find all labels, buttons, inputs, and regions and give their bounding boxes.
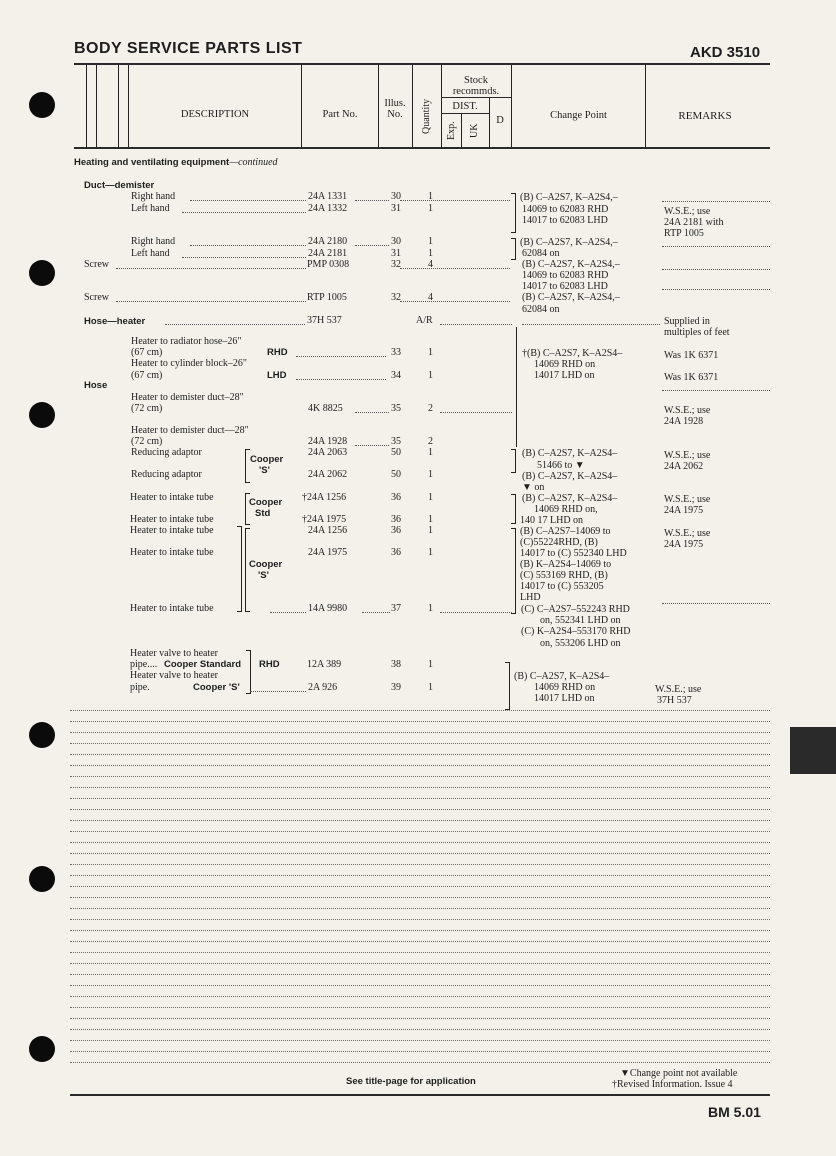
blank-writing-line (70, 842, 770, 843)
quantity: 1 (428, 492, 433, 503)
illus-no: 50 (391, 469, 401, 480)
change-point: (C) K–A2S4–553170 RHD (521, 626, 631, 637)
change-point: 14017 to 62083 LHD (522, 215, 608, 226)
section-heading (74, 157, 278, 168)
remark: W.S.E.; use (655, 684, 702, 695)
document-code: AKD 3510 (690, 44, 761, 61)
change-point: LHD (520, 592, 541, 603)
col-divider (86, 65, 87, 147)
blank-writing-line (70, 776, 770, 777)
leader-dots (190, 245, 306, 246)
group-bracket (245, 493, 250, 525)
blank-writing-line (70, 875, 770, 876)
change-point: (B) C–A2S7, K–A2S4– (514, 671, 610, 682)
leader-dots (182, 212, 306, 213)
group-hose-heater: Hose—heater (84, 316, 146, 327)
remarks-dots (662, 289, 770, 290)
change-point: 14069 RHD on (534, 359, 596, 370)
remark: 24A 2062 (664, 461, 704, 472)
part-no: 24A 2181 (308, 248, 348, 259)
illus-no: 36 (391, 547, 401, 558)
desc: Heater to intake tube (130, 547, 214, 558)
part-no: 37H 537 (307, 315, 342, 326)
leader-dots (296, 379, 386, 380)
quantity: 1 (428, 203, 433, 214)
blank-writing-line (70, 1062, 770, 1063)
binder-hole (29, 1036, 55, 1062)
change-point: (B) C–A2S7, K–A2S4,– (522, 292, 620, 303)
desc: Left hand (131, 203, 170, 214)
leader-dots (116, 301, 306, 302)
remark: Was 1K 6371 (664, 350, 719, 361)
change-bracket (511, 238, 516, 260)
blank-writing-line (70, 1051, 770, 1052)
blank-writing-line (70, 897, 770, 898)
blank-writing-line (70, 864, 770, 865)
quantity: 1 (428, 191, 433, 202)
blank-writing-line (70, 721, 770, 722)
desc: Reducing adaptor (131, 469, 202, 480)
group-bracket (245, 528, 250, 612)
blank-writing-line (70, 787, 770, 788)
desc: pipe.... (130, 659, 158, 670)
binder-hole (29, 722, 55, 748)
dist-rule (441, 113, 489, 114)
cooper-std-label: Cooper (249, 497, 283, 508)
change-point: (B) C–A2S7, K–A2S4– (522, 448, 618, 459)
illus-no: 32 (391, 292, 401, 303)
desc: (72 cm) (131, 403, 163, 414)
blank-writing-line (70, 919, 770, 920)
cooper-s-label: 'S' (258, 570, 269, 581)
quantity: 1 (428, 514, 433, 525)
desc: Heater to intake tube (130, 525, 214, 536)
tag-lhd: LHD (267, 370, 287, 381)
change-point: 51466 to ▼ (537, 460, 585, 471)
quantity: 1 (428, 248, 433, 259)
illus-no: 35 (391, 403, 401, 414)
desc: Heater to radiator hose–26" (131, 336, 242, 347)
change-point: 14017 to (C) 552340 LHD (520, 548, 627, 559)
section-title: Heating and ventilating equipment (74, 157, 230, 168)
change-point: (B) C–A2S7, K–A2S4– (522, 493, 618, 504)
quantity: A/R (416, 315, 433, 326)
blank-writing-line (70, 809, 770, 810)
remarks-dots (662, 603, 770, 604)
illus-no: 33 (391, 347, 401, 358)
desc: Heater to intake tube (130, 603, 214, 614)
leader-dots (355, 445, 389, 446)
part-no: 24A 1332 (308, 203, 348, 214)
part-no: 2A 926 (308, 682, 338, 693)
desc: Heater to demister duct–28" (131, 392, 244, 403)
cooper-s-label: Cooper (250, 454, 284, 465)
change-point: 14069 RHD on (534, 682, 596, 693)
blank-writing-line (70, 798, 770, 799)
illus-no: 38 (391, 659, 401, 670)
change-bracket (516, 327, 517, 447)
leader-dots (355, 200, 389, 201)
part-no: 24A 1256 (308, 525, 348, 536)
change-point: 140 17 LHD on (520, 515, 584, 526)
binder-hole (29, 260, 55, 286)
quantity: 1 (428, 469, 433, 480)
change-point: (B) K–A2S4–14069 to (520, 559, 612, 570)
leader-dots (190, 200, 306, 201)
desc: (67 cm) (131, 370, 163, 381)
desc: Left hand (131, 248, 170, 259)
blank-writing-line (70, 941, 770, 942)
col-illus-no: No. (387, 109, 403, 120)
quantity: 4 (428, 292, 433, 303)
quantity: 1 (428, 236, 433, 247)
desc: pipe. (130, 682, 150, 693)
illus-no: 34 (391, 370, 401, 381)
blank-writing-line (70, 985, 770, 986)
change-point: (B) C–A2S7, K–A2S4,– (520, 237, 618, 248)
blank-writing-line (70, 710, 770, 711)
blank-writing-line (70, 886, 770, 887)
remark: Supplied in (664, 316, 710, 327)
group-duct-demister: Duct—demister (84, 180, 155, 191)
desc: Screw (84, 259, 109, 270)
desc: (67 cm) (131, 347, 163, 358)
change-point: (C) 553169 RHD, (B) (520, 570, 608, 581)
part-no: †24A 1256 (302, 492, 347, 503)
blank-writing-line (70, 930, 770, 931)
quantity: 4 (428, 259, 433, 270)
leader-dots (250, 691, 306, 692)
leader-dots (270, 612, 306, 613)
leader-dots (355, 412, 389, 413)
leader-dots (296, 356, 386, 357)
col-divider (412, 65, 413, 147)
blank-writing-line (70, 853, 770, 854)
blank-writing-line (70, 820, 770, 821)
change-point: ▼ on (522, 482, 545, 493)
illus-no: 32 (391, 259, 401, 270)
remark: 37H 537 (657, 695, 692, 706)
blank-writing-line (70, 1007, 770, 1008)
change-point: 14017 to 62083 LHD (522, 281, 608, 292)
tag-cooper-s: Cooper 'S' (193, 682, 240, 693)
change-point: (B) C–A2S7, K–A2S4,– (520, 192, 618, 203)
remarks-dots (662, 201, 770, 202)
change-point: 14017 to (C) 553205 (520, 581, 604, 592)
col-stock: Stock (464, 75, 488, 86)
part-no: 24A 1975 (308, 547, 348, 558)
leader-dots (400, 200, 510, 201)
desc: Heater to intake tube (130, 514, 214, 525)
remark: W.S.E.; use (664, 450, 711, 461)
footer-note-revised: †Revised Information. Issue 4 (612, 1079, 733, 1090)
tag-cooper-standard: Cooper Standard (164, 659, 242, 670)
change-bracket (511, 528, 516, 614)
quantity: 1 (428, 547, 433, 558)
remark: W.S.E.; use (664, 528, 711, 539)
binder-hole (29, 92, 55, 118)
section-thumb-tab (790, 727, 836, 774)
part-no: †24A 1975 (302, 514, 347, 525)
binder-hole (29, 402, 55, 428)
quantity: 2 (428, 436, 433, 447)
leader-dots (362, 612, 390, 613)
cooper-std-label: Std (255, 508, 271, 519)
col-divider (301, 65, 302, 147)
illus-no: 30 (391, 236, 401, 247)
cooper-s-label: 'S' (259, 465, 270, 476)
part-no: 12A 389 (307, 659, 342, 670)
blank-writing-line (70, 1029, 770, 1030)
col-part-no: Part No. (322, 109, 358, 120)
change-point: 14017 LHD on (534, 370, 595, 381)
footer-rule (70, 1094, 770, 1096)
blank-writing-line (70, 831, 770, 832)
desc: Right hand (131, 236, 176, 247)
col-divider (96, 65, 97, 147)
part-no: 24A 2180 (308, 236, 348, 247)
part-no: PMP 0308 (307, 259, 350, 270)
change-bracket (511, 193, 516, 233)
col-dist: DIST. (452, 101, 478, 112)
change-bracket (505, 662, 510, 710)
blank-writing-line (70, 1018, 770, 1019)
remarks-dots (662, 269, 770, 270)
illus-no: 36 (391, 492, 401, 503)
binder-hole (29, 866, 55, 892)
change-point: (C) C–A2S7–552243 RHD (521, 604, 630, 615)
part-no: 24A 1928 (308, 436, 348, 447)
blank-writing-line (70, 996, 770, 997)
illus-no: 31 (391, 248, 401, 259)
col-uk: UK (469, 123, 480, 138)
change-point: †(B) C–A2S7, K–A2S4– (522, 348, 623, 359)
leader-dots (165, 324, 305, 325)
col-description: DESCRIPTION (180, 109, 250, 120)
leader-dots (400, 268, 510, 269)
change-point: (B) C–A2S7, K–A2S4,– (522, 259, 620, 270)
blank-writing-line (70, 1040, 770, 1041)
remark: 24A 2181 with (664, 217, 724, 228)
col-exp: Exp. (446, 121, 457, 140)
col-divider (128, 65, 129, 147)
change-bracket (511, 449, 516, 473)
leader-dots (116, 268, 306, 269)
remark: RTP 1005 (664, 228, 704, 239)
change-point: 14069 to 62083 RHD (522, 270, 609, 281)
table-head-rule (74, 147, 770, 149)
quantity: 1 (428, 347, 433, 358)
remark: 24A 1975 (664, 539, 704, 550)
col-divider (511, 65, 512, 147)
part-no: RTP 1005 (307, 292, 347, 303)
part-no: 24A 2063 (308, 447, 348, 458)
quantity: 1 (428, 447, 433, 458)
col-d: D (496, 115, 504, 126)
leader-dots (400, 301, 510, 302)
part-no: 4K 8825 (308, 403, 343, 414)
quantity: 1 (428, 659, 433, 670)
remark: Was 1K 6371 (664, 372, 719, 383)
quantity: 2 (428, 403, 433, 414)
change-point: 14069 to 62083 RHD (522, 204, 609, 215)
change-point: 62084 on (522, 304, 560, 315)
illus-no: 35 (391, 436, 401, 447)
quantity: 1 (428, 525, 433, 536)
desc: Reducing adaptor (131, 447, 202, 458)
tag-rhd: RHD (259, 659, 280, 670)
col-divider (645, 65, 646, 147)
footer-note-change-point: ▼Change point not available (620, 1068, 738, 1079)
remark: 24A 1975 (664, 505, 704, 516)
change-bracket (511, 494, 516, 524)
section-continued: —continued (229, 157, 278, 168)
page-number: BM 5.01 (708, 1104, 761, 1120)
change-point: on, 552341 LHD on (540, 615, 621, 626)
tag-rhd: RHD (267, 347, 288, 358)
quantity: 1 (428, 370, 433, 381)
illus-no: 36 (391, 525, 401, 536)
remarks-dots (662, 246, 770, 247)
blank-writing-line (70, 732, 770, 733)
col-divider (461, 113, 462, 147)
change-point: (B) C–A2S7, K–A2S4– (522, 471, 618, 482)
illus-no: 30 (391, 191, 401, 202)
illus-no: 31 (391, 203, 401, 214)
desc: Heater to demister duct—28" (131, 425, 249, 436)
leader-dots (355, 245, 389, 246)
desc: Right hand (131, 191, 176, 202)
desc: (72 cm) (131, 436, 163, 447)
remark: W.S.E.; use (664, 206, 711, 217)
col-change-point: Change Point (550, 110, 607, 121)
desc: Heater to intake tube (130, 492, 214, 503)
desc: Heater to cylinder block–26" (131, 358, 247, 369)
col-quantity: Quantity (421, 99, 432, 134)
remark: W.S.E.; use (664, 405, 711, 416)
leader-dots (440, 412, 512, 413)
desc: Screw (84, 292, 109, 303)
blank-writing-line (70, 908, 770, 909)
leader-dots (440, 324, 512, 325)
header-rule (74, 63, 770, 65)
blank-writing-line (70, 765, 770, 766)
leader-dots (440, 612, 512, 613)
blank-writing-line (70, 952, 770, 953)
change-point: (C)55224RHD, (B) (520, 537, 598, 548)
page-title: BODY SERVICE PARTS LIST (74, 40, 303, 57)
group-hose: Hose (84, 380, 108, 391)
illus-no: 50 (391, 447, 401, 458)
change-point: 62084 on (522, 248, 560, 259)
desc: Heater valve to heater (130, 670, 219, 681)
quantity: 1 (428, 603, 433, 614)
part-no: 24A 2062 (308, 469, 348, 480)
part-no: 24A 1331 (308, 191, 348, 202)
remark: 24A 1928 (664, 416, 704, 427)
col-illus: Illus. (384, 98, 406, 109)
footer-see-title-page: See title-page for application (346, 1076, 476, 1087)
part-no: 14A 9980 (308, 603, 348, 614)
group-bracket (245, 449, 250, 483)
group-bracket (246, 650, 251, 694)
cooper-s-label: Cooper (249, 559, 283, 570)
quantity: 1 (428, 682, 433, 693)
col-remarks: REMARKS (678, 110, 732, 122)
illus-no: 36 (391, 514, 401, 525)
change-point: on, 553206 LHD on (540, 638, 621, 649)
remark: multiples of feet (664, 327, 730, 338)
illus-no: 39 (391, 682, 401, 693)
desc: Heater valve to heater (130, 648, 219, 659)
blank-writing-line (70, 963, 770, 964)
group-bracket (237, 526, 242, 612)
blank-writing-line (70, 754, 770, 755)
remarks-dots (662, 390, 770, 391)
remarks-dots (522, 324, 660, 325)
blank-writing-line (70, 974, 770, 975)
stock-rule (441, 97, 511, 98)
remark: W.S.E.; use (664, 494, 711, 505)
blank-writing-line (70, 743, 770, 744)
change-point: 14069 RHD on, (534, 504, 598, 515)
change-point: 14017 LHD on (534, 693, 595, 704)
change-point: (B) C–A2S7–14069 to (520, 526, 611, 537)
col-stock-recommds: recommds. (452, 86, 500, 97)
illus-no: 37 (391, 603, 401, 614)
col-divider (118, 65, 119, 147)
leader-dots (182, 257, 306, 258)
